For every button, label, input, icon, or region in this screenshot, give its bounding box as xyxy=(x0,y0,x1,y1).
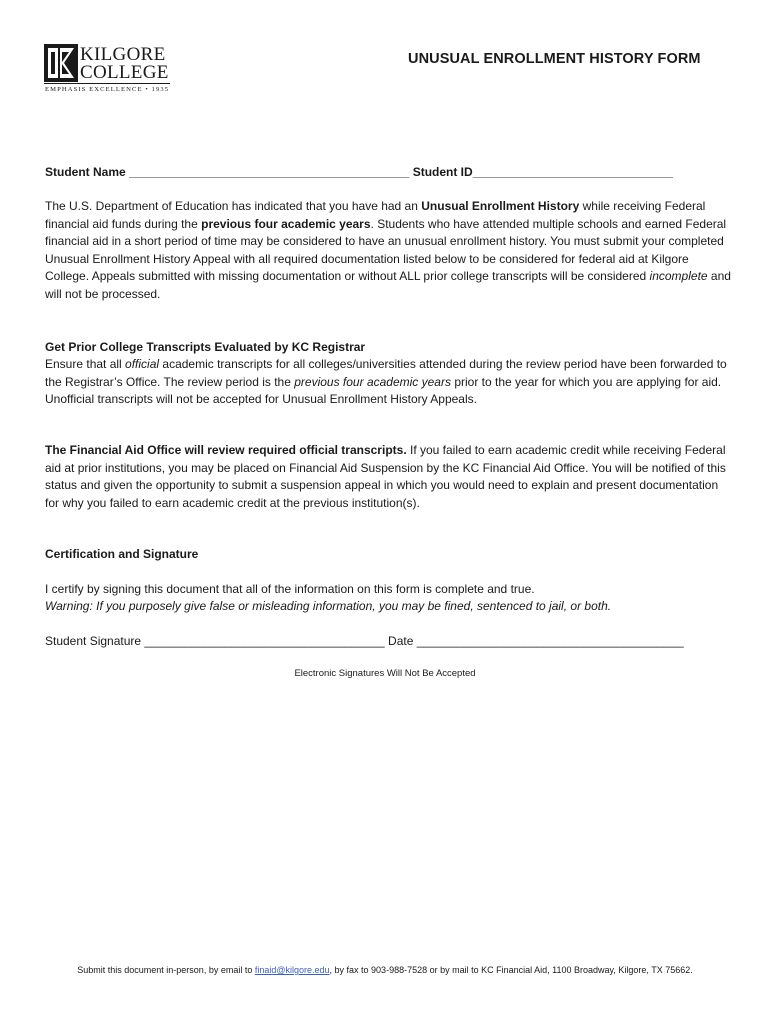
registrar-text-2: academic transcripts for all colleges/universities attended during the review period have been forwarded to the Registrar’s Office. The review period is the xyxy=(45,357,727,389)
footer-text-1: Submit this document in-person, by email to xyxy=(77,965,255,975)
submission-footer xyxy=(0,965,770,975)
date-label: Date xyxy=(388,634,414,648)
registrar-italic-1: official xyxy=(125,357,160,371)
certification-heading: Certification and Signature xyxy=(45,547,199,561)
certification-statement: I certify by signing this document that all of the information on this form is complete and true. xyxy=(45,582,535,596)
intro-paragraph xyxy=(45,198,735,303)
form-title: UNUSUAL ENROLLMENT HISTORY FORM xyxy=(408,51,701,67)
intro-text-2: while receiving Federal financial aid funds during the xyxy=(45,199,706,231)
registrar-text-1: Ensure that all xyxy=(45,357,126,371)
review-paragraph xyxy=(45,442,735,512)
signature-label: Student Signature xyxy=(45,634,142,648)
registrar-paragraph xyxy=(45,356,735,409)
review-bold-1: The Financial Aid Office will review required official transcripts. xyxy=(45,443,407,457)
financial-aid-email-link[interactable]: finaid@kilgore.edu xyxy=(254,965,330,975)
intro-bold-1: Unusual Enrollment History xyxy=(421,199,580,213)
signature-field[interactable]: ____________________________________ xyxy=(144,634,385,648)
logo-divider xyxy=(44,83,170,84)
intro-text-4: and will not be processed. xyxy=(45,269,731,301)
student-name-field[interactable]: __________________________________________ xyxy=(129,165,410,179)
intro-italic-1: incomplete xyxy=(649,269,708,283)
signature-row xyxy=(45,633,735,651)
logo-word-college: COLLEGE xyxy=(80,62,169,83)
intro-text-3: . Students who have attended multiple schools and earned Federal financial aid in a short period of time may be considered to have an unusual enrollment history. You must submit your completed Unusual Enrollment History Appeal with all required documentation listed below to be considered for federal aid at Kilgore College. Appeals submitted with missing documentation or without ALL prior college transcripts will be considered xyxy=(45,216,727,283)
logo-tagline: EMPHASIS EXCELLENCE • 1935 xyxy=(45,86,170,93)
student-info-row xyxy=(45,164,735,182)
kilgore-emblem-icon xyxy=(44,44,78,82)
registrar-italic-2: previous four academic years xyxy=(294,374,451,389)
intro-bold-2: previous four academic years xyxy=(201,216,371,231)
footer-text-2: , by fax to 903-988-7528 or by mail to KC Financial Aid, 1100 Broadway, Kilgore, TX 75662. xyxy=(329,965,693,975)
logo-word-kilgore: KILGORE xyxy=(80,44,166,65)
student-id-field[interactable]: ______________________________ xyxy=(472,165,673,179)
intro-text-1: The U.S. Department of Education has indicated that you have had an xyxy=(45,199,422,213)
electronic-signature-note: Electronic Signatures Will Not Be Accepted xyxy=(294,668,476,679)
kilgore-college-logo xyxy=(44,44,178,96)
student-id-label: Student ID xyxy=(412,165,473,179)
registrar-text-3: prior to the year for which you are applying for aid. Unofficial transcripts will not be accepted for Unusual Enrollment History Appeals. xyxy=(45,374,722,406)
review-text-1: If you failed to earn academic credit while receiving Federal aid at prior institutions, you may be placed on Financial Aid Suspension by the KC Financial Aid Office. You will be notified of this status and given the opportunity to submit a suspension appeal in which you would need to explain and present documentation for why you failed to earn academic credit at the previous institution(s). xyxy=(45,443,726,510)
registrar-heading: Get Prior College Transcripts Evaluated by KC Registrar xyxy=(45,340,366,354)
date-field[interactable]: ________________________________________ xyxy=(416,634,684,648)
certification-warning: Warning: If you purposely give false or misleading information, you may be fined, sentenced to jail, or both. xyxy=(45,599,612,613)
student-name-label: Student Name xyxy=(45,165,126,179)
